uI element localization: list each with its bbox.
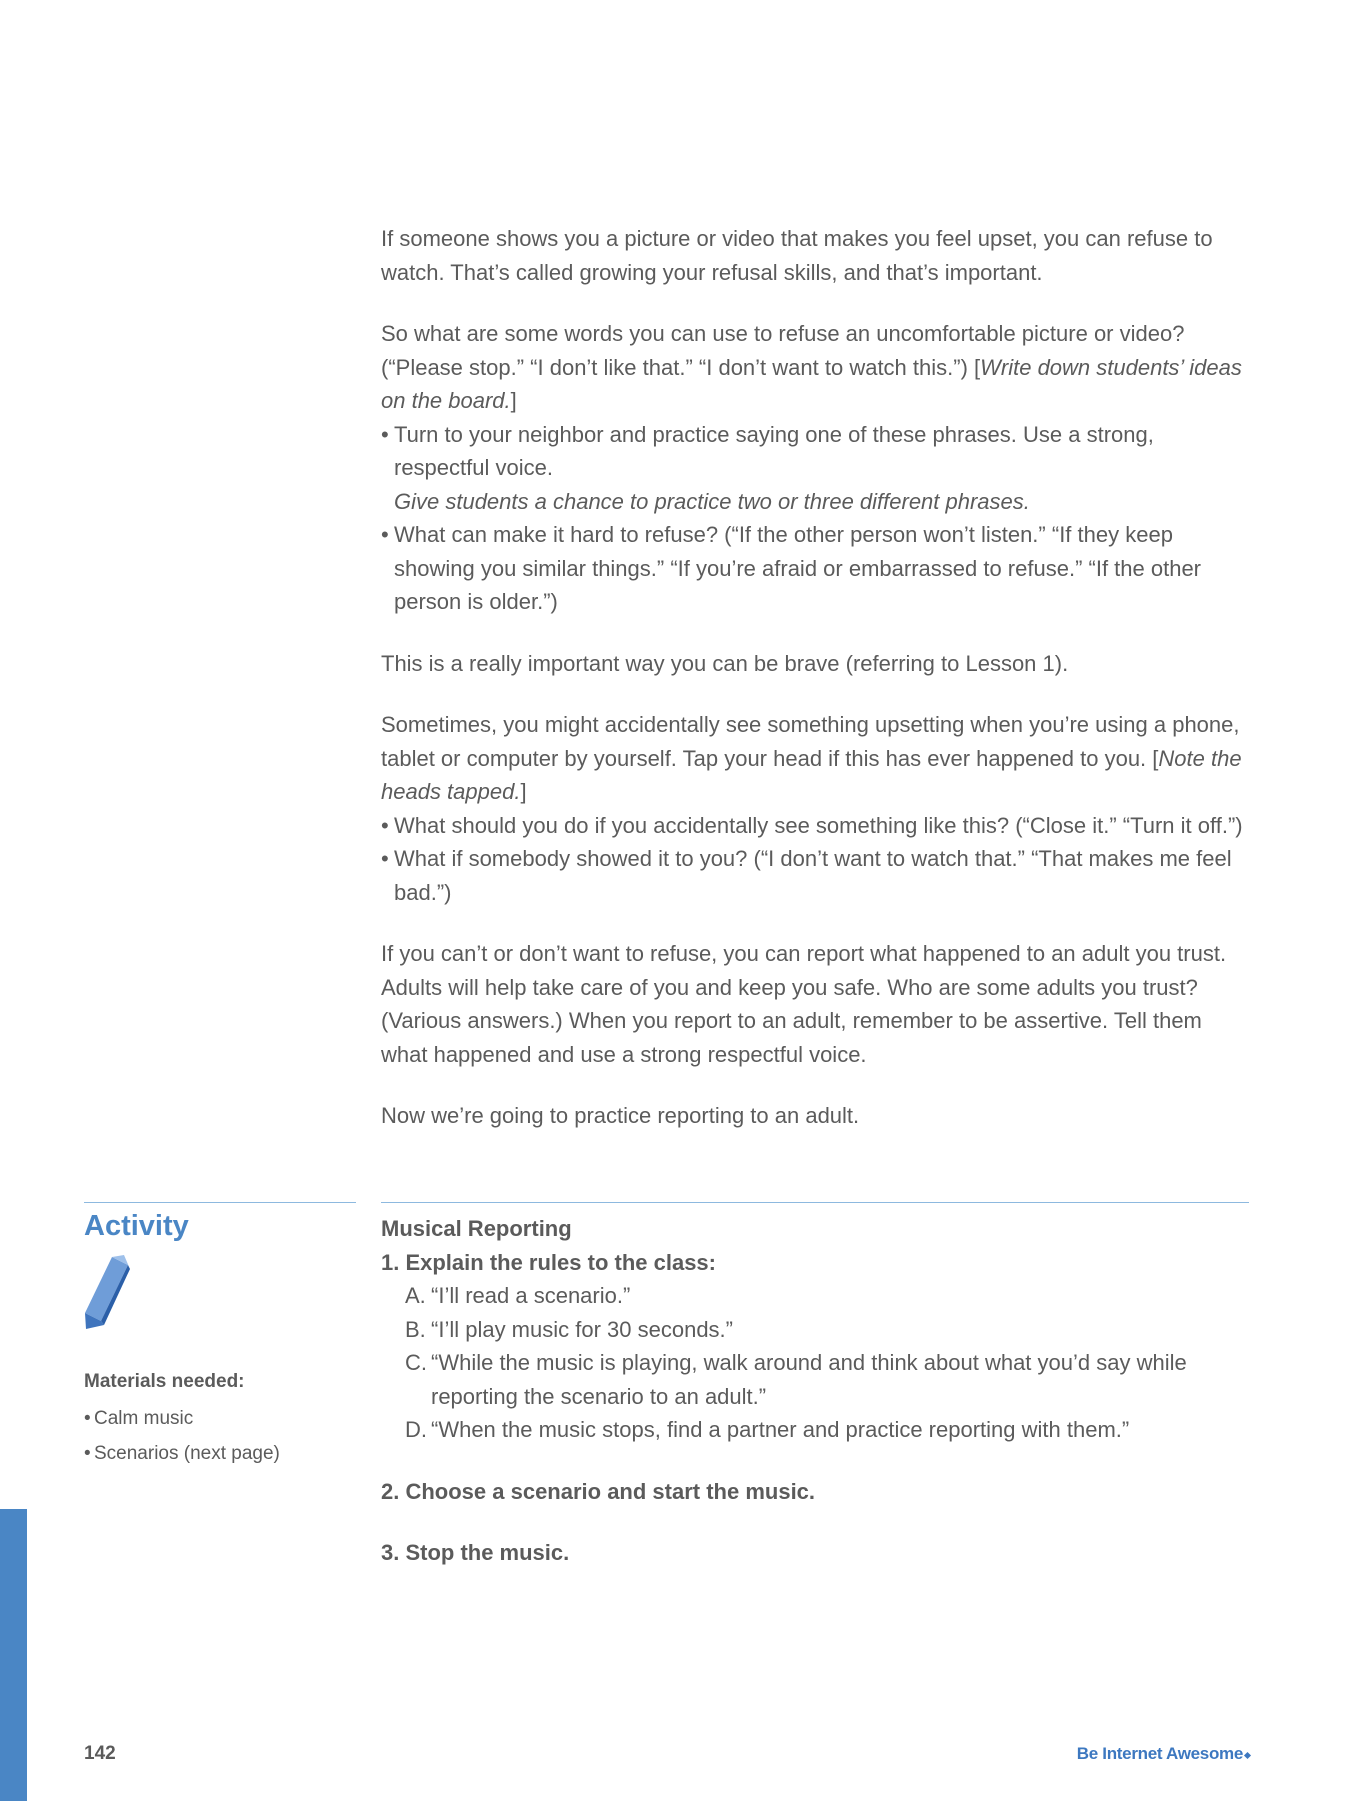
materials-box: [84, 1363, 364, 1471]
intro-paragraph-4: Sometimes, you might accidentally see something upsetting when you’re using a phone, tablet or computer by yourself. Tap your head if this has ever happened to you. [Note the heads tapped.]: [381, 712, 1242, 804]
list-item: • What can make it hard to refuse? (“If the other person won’t listen.” “If they keep showing you similar things.” “If you’re afraid or embarrassed to refuse.” “If the other person is older.”): [381, 518, 1251, 619]
page-number: 142: [84, 1743, 116, 1764]
materials-title: Materials needed:: [84, 1371, 245, 1392]
activity-sidebar: [84, 1205, 364, 1464]
section-divider: [84, 1202, 356, 1203]
intro-paragraph-3: This is a really important way you can be brave (referring to Lesson 1).: [381, 650, 1069, 676]
teacher-note: Write down students’ ideas on the board.: [381, 354, 1242, 413]
brand-logo: Be Internet Awesome: [1077, 1744, 1250, 1764]
step-1: 1. Explain the rules to the class:: [381, 1249, 716, 1275]
list-item: A. “I’ll read a scenario.”: [405, 1283, 631, 1308]
step-2: 2. Choose a scenario and start the music.: [381, 1478, 816, 1504]
intro-paragraph-6: Now we’re going to practice reporting to an adult.: [381, 1103, 860, 1128]
section-divider: [381, 1202, 1249, 1203]
list-item: • Turn to your neighbor and practice saying one of these phrases. Use a strong, respectful voice. Give students a chance to practice two or three different phrases.: [381, 418, 1251, 519]
list-item: D. “When the music stops, find a partner and practice reporting with them.”: [405, 1417, 1130, 1442]
list-item: • What if somebody showed it to you? (“I don’t want to watch that.” “That makes me feel bad.”): [381, 842, 1251, 909]
activity-content: [381, 1212, 1251, 1570]
materials-list: [84, 1401, 364, 1471]
intro-paragraph-5: If you can’t or don’t want to refuse, you can report what happened to an adult you trust. Adults will help take care of you and keep you safe. Who are some adults you trust? (Various answers.) When you report to an adult, remember to be assertive. Tell them what happened and use a strong respectful voice.: [381, 941, 1227, 1067]
activity-heading: Activity: [84, 1210, 189, 1242]
brand-dot-icon: [1244, 1752, 1251, 1759]
pencil-icon: [84, 1255, 130, 1331]
list-item: B. “I’ll play music for 30 seconds.”: [405, 1316, 733, 1342]
lesson-body: [381, 222, 1251, 1161]
teacher-note: Note the heads tapped.: [381, 745, 1242, 804]
accent-bar: [0, 1509, 27, 1801]
rules-list: [381, 1279, 1251, 1447]
list-item: • Calm music: [84, 1401, 364, 1436]
list-item: C. “While the music is playing, walk around and think about what you’d say while reporting the scenario to an adult.”: [405, 1350, 1187, 1409]
discussion-list-1: [381, 418, 1251, 619]
intro-paragraph-1: If someone shows you a picture or video that makes you feel upset, you can refuse to watch. That’s called growing your refusal skills, and that’s important.: [381, 226, 1213, 285]
list-item: • Scenarios (next page): [84, 1436, 364, 1471]
teacher-note: Give students a chance to practice two or three different phrases.: [394, 488, 1030, 514]
activity-title: Musical Reporting: [381, 1216, 572, 1241]
discussion-list-2: [381, 809, 1251, 910]
intro-paragraph-2: So what are some words you can use to refuse an uncomfortable picture or video? (“Please stop.” “I don’t like that.” “I don’t want to watch this.”) [Write down students’ ideas on the board.]: [381, 321, 1242, 413]
step-3: 3. Stop the music.: [381, 1540, 570, 1565]
list-item: • What should you do if you accidentally see something like this? (“Close it.” “Turn it off.”): [381, 809, 1251, 843]
